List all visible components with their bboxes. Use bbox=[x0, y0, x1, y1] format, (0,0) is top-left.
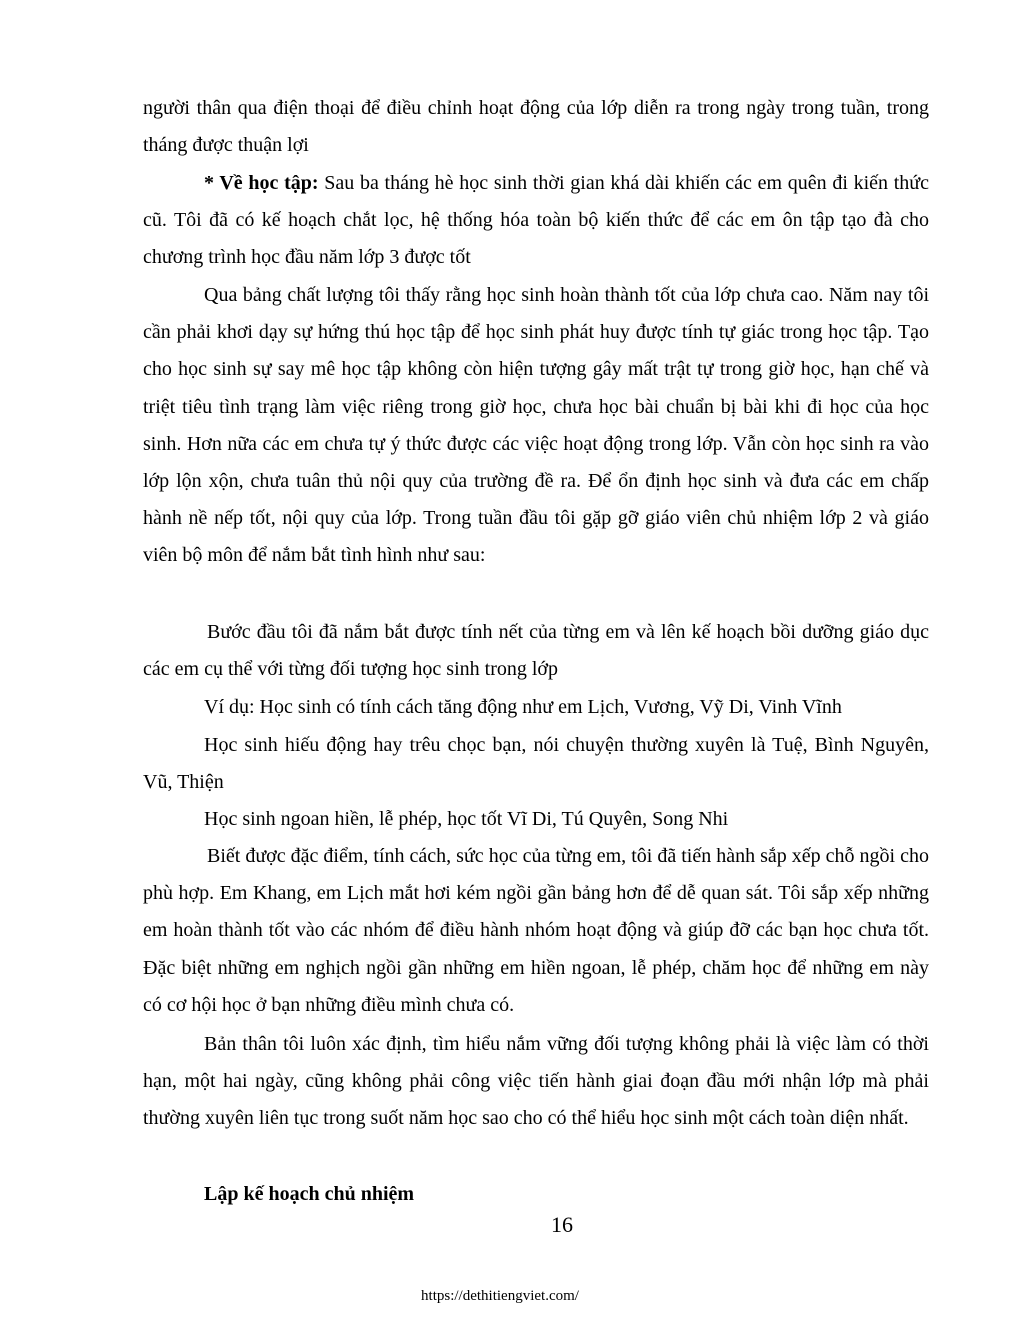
paragraph-4: Bước đầu tôi đã nắm bắt được tính nết của từng em và lên kế hoạch bồi dưỡng giáo dục các em cụ thể với từng đối tượng học sinh trong lớp bbox=[143, 621, 929, 681]
footer-url: https://dethitiengviet.com/ bbox=[421, 1288, 579, 1304]
paragraph-7: Học sinh ngoan hiền, lễ phép, học tốt Vĩ Di, Tú Quyên, Song Nhi bbox=[204, 808, 729, 830]
paragraph-9: Bản thân tôi luôn xác định, tìm hiểu nắm vững đối tượng không phải là việc làm có thời hạn, một hai ngày, cũng không phải công việc tiến hành giai đoạn đầu mới nhận lớp mà phải thường xuyên liên tục trong suốt năm học sao cho có thể hiểu học sinh một cách toàn diện nhất. bbox=[143, 1033, 929, 1130]
paragraph-8: Biết được đặc điểm, tính cách, sức học của từng em, tôi đã tiến hành sắp xếp chỗ ngồi cho phù hợp. Em Khang, em Lịch mắt hơi kém ngồi gần bảng hơn để dễ quan sát. Tôi sắp xếp những em hoàn thành tốt vào các nhóm để điều hành nhóm hoạt động và giúp đỡ các bạn học chưa tốt. Đặc biệt những em nghịch ngồi gần những em hiền ngoan, lễ phép, chăm học để những em này có cơ hội học ở bạn những điều mình chưa có. bbox=[143, 845, 929, 1016]
paragraph-1: người thân qua điện thoại để điều chỉnh hoạt động của lớp diễn ra trong ngày trong tuần, trong tháng được thuận lợi bbox=[143, 97, 929, 157]
paragraph-hoc-tap bbox=[143, 165, 929, 277]
heading-hoc-tap: * Về học tập: bbox=[204, 172, 319, 194]
paragraph-hoc-tap-text: Sau ba tháng hè học sinh thời gian khá dài khiến các em quên đi kiến thức cũ. Tôi đã có kế hoạch chắt lọc, hệ thống hóa toàn bộ kiến thức để các em ôn tập tạo đà cho chương trình học đầu năm lớp 3 được tốt bbox=[143, 172, 930, 269]
paragraph-5: Ví dụ: Học sinh có tính cách tăng động như em Lịch, Vương, Vỹ Di, Vinh Vĩnh bbox=[204, 696, 842, 718]
page-number: 16 bbox=[551, 1212, 573, 1237]
paragraph-3: Qua bảng chất lượng tôi thấy rằng học sinh hoàn thành tốt của lớp chưa cao. Năm nay tôi cần phải khơi dạy sự hứng thú học tập để học sinh phát huy được tính tự giác trong học tập. Tạo cho học sinh sự say mê học tập không còn hiện tượng gây mất trật tự trong giờ học, hạn chế và triệt tiêu tình trạng làm việc riêng trong giờ học, chưa học bài chuẩn bị bài khi đi học của học sinh. Hơn nữa các em chưa tự ý thức được các việc hoạt động trong lớp. Vẫn còn học sinh ra vào lớp lộn xộn, chưa tuân thủ nội quy của trường đề ra. Để ổn định học sinh và đưa các em chấp hành nề nếp tốt, nội quy của lớp. Trong tuần đầu tôi gặp gỡ giáo viên chủ nhiệm lớp 2 và giáo viên bộ môn để nắm bắt tình hình như sau: bbox=[143, 284, 929, 567]
heading-lap-ke-hoach: Lập kế hoạch chủ nhiệm bbox=[204, 1183, 415, 1205]
paragraph-6: Học sinh hiếu động hay trêu chọc bạn, nói chuyện thường xuyên là Tuệ, Bình Nguyên, Vũ, Thiện bbox=[143, 734, 929, 794]
